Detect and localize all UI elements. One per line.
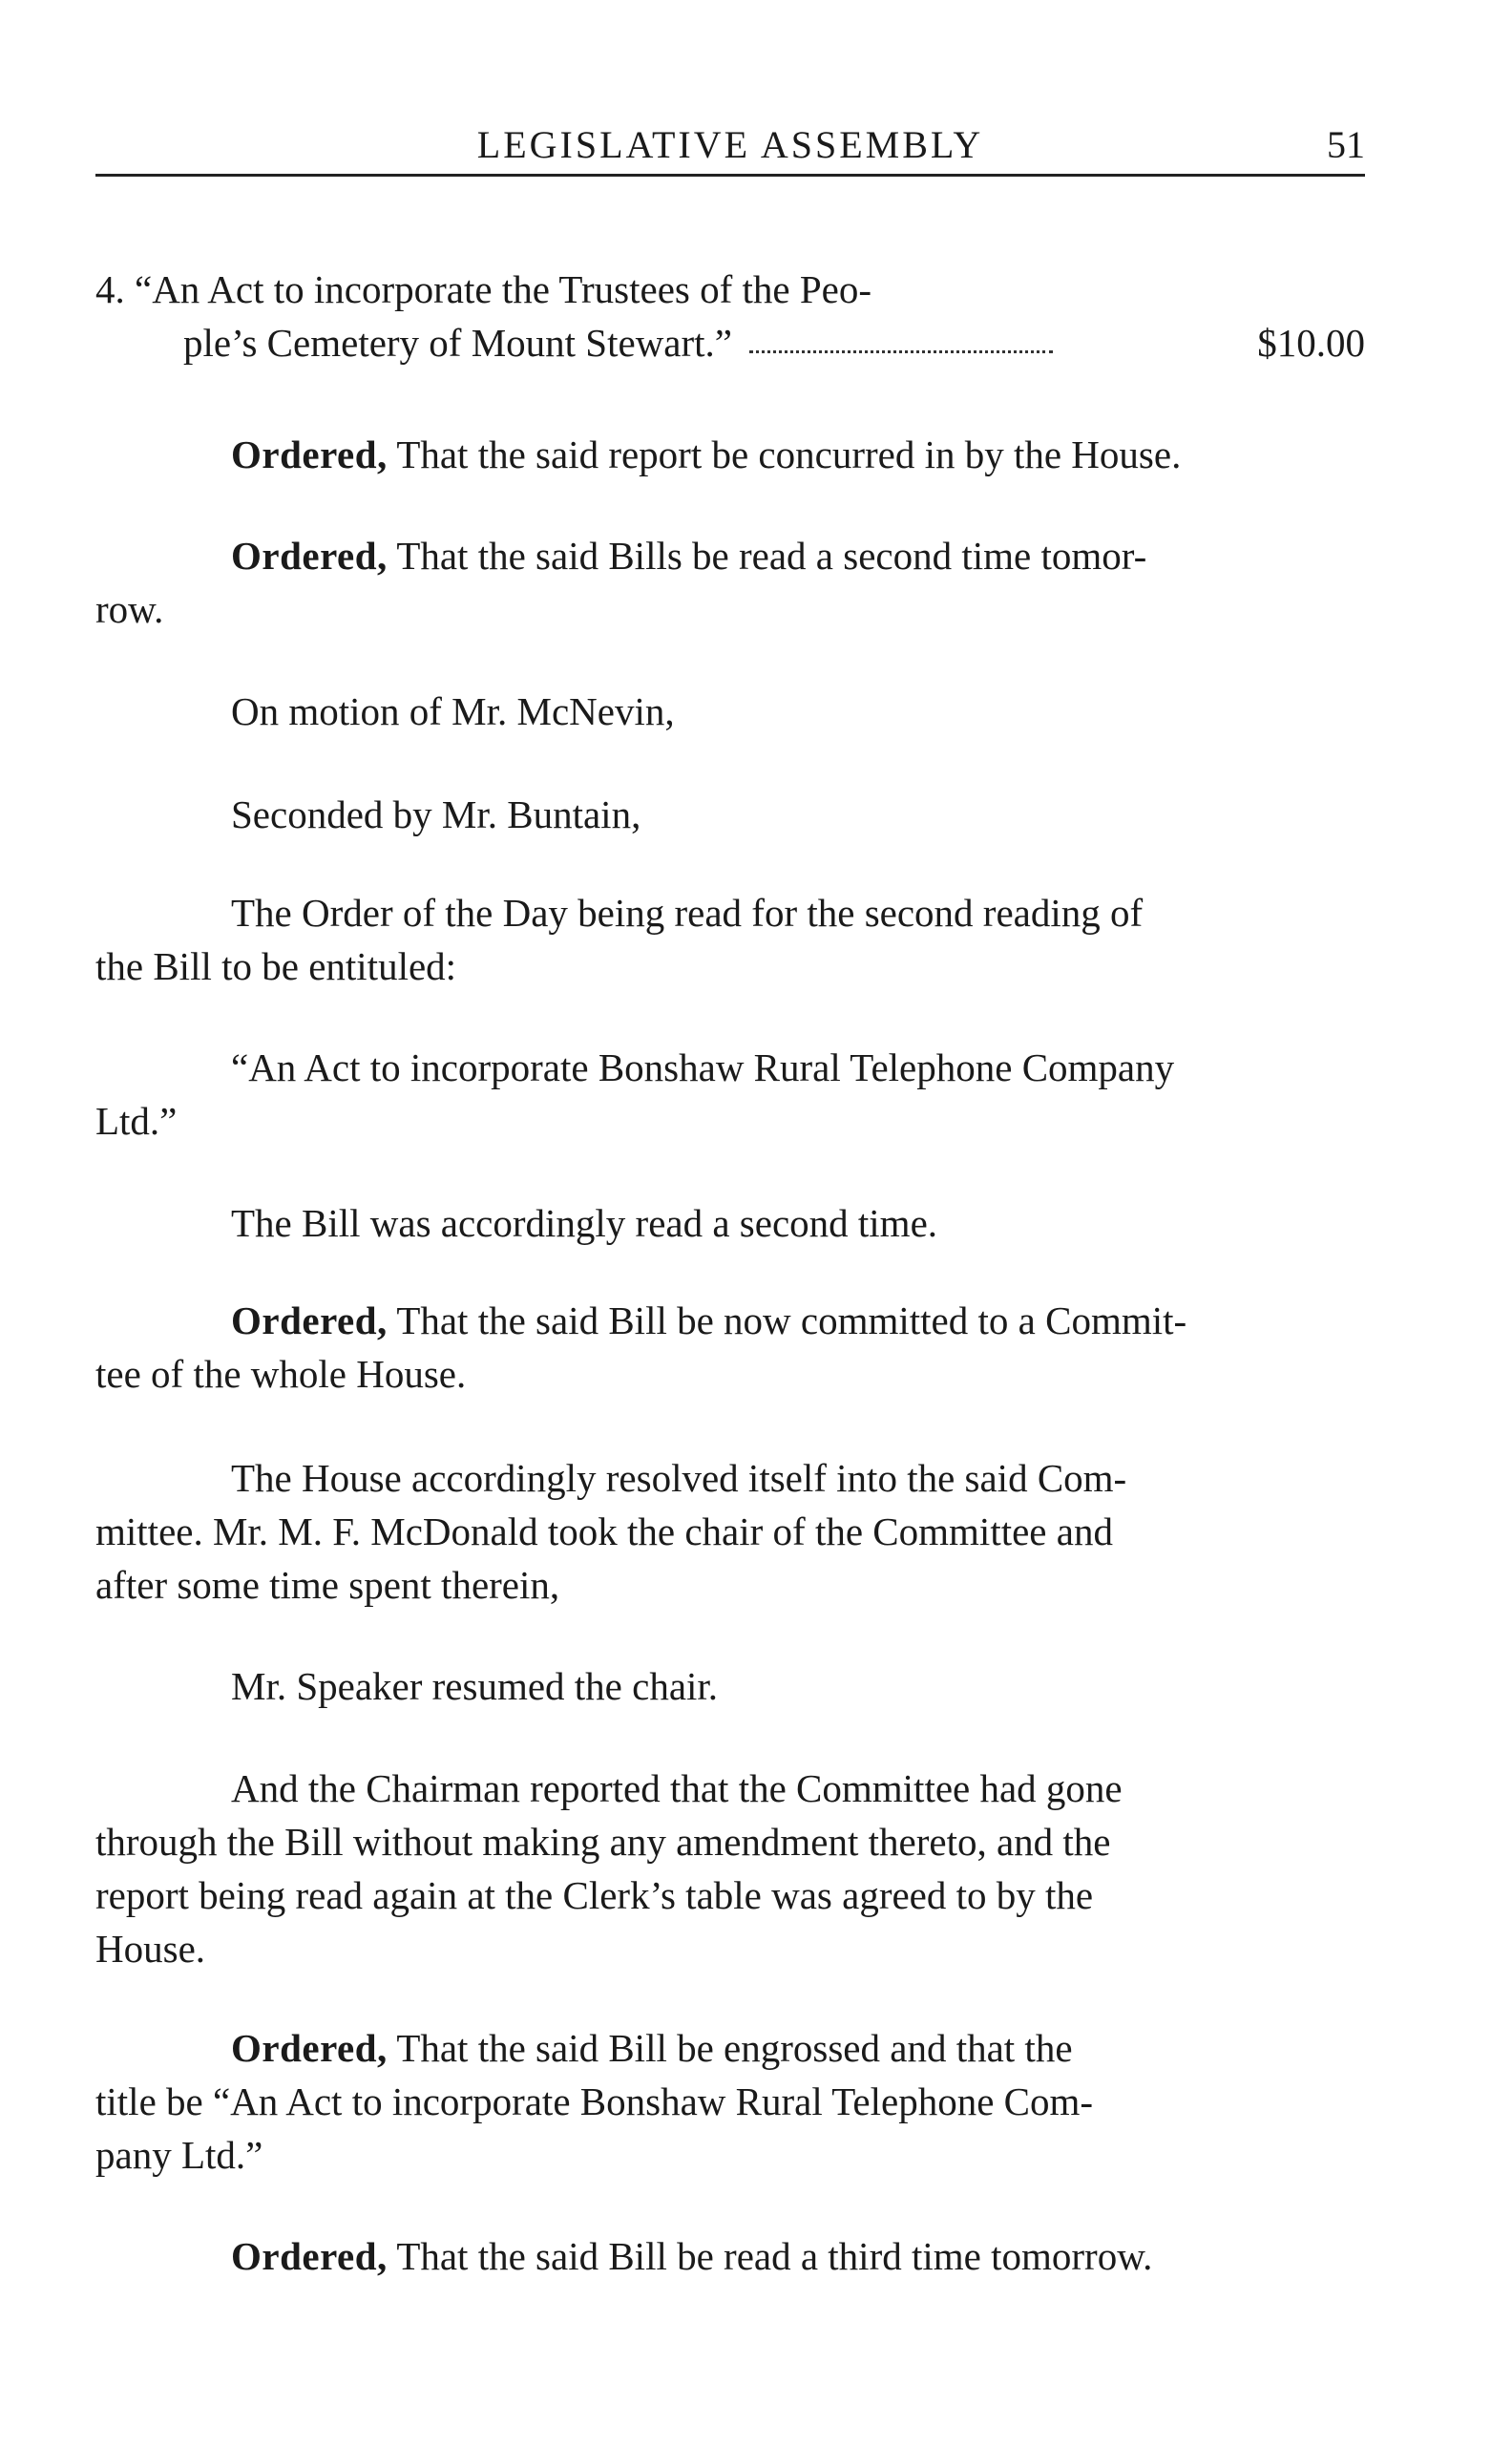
order-of-day-paragraph: The Order of the Day being read for the second reading of the Bill to be entituled: bbox=[95, 891, 1144, 988]
ordered-paragraph-5: Ordered, That the said Bill be read a third time tomorrow. bbox=[231, 2234, 1153, 2278]
ordered-paragraph-4: Ordered, That the said Bill be engrossed and that the title be “An Act to incorporate Bonshaw Rural Telephone Com- pany Ltd.” bbox=[95, 2026, 1094, 2177]
seconded-paragraph: Seconded by Mr. Buntain, bbox=[231, 792, 641, 836]
ordered-paragraph-2: Ordered, That the said Bills be read a second time tomor- row. bbox=[95, 534, 1147, 631]
ordered-paragraph-1: Ordered, That the said report be concurred in by the House. bbox=[231, 433, 1182, 476]
motion-paragraph: On motion of Mr. McNevin, bbox=[231, 689, 675, 733]
ordered-label: Ordered, bbox=[231, 2026, 388, 2070]
bill-item-line-1: 4. “An Act to incorporate the Trustees of the Peo- bbox=[95, 267, 872, 311]
committee-paragraph: The House accordingly resolved itself into the said Com- mittee. Mr. M. F. McDonald took the chair of the Committee and after some time spent therein, bbox=[95, 1456, 1127, 1607]
bill-item-4 bbox=[95, 263, 1365, 369]
second-reading-paragraph: The Bill was accordingly read a second time. bbox=[231, 1201, 938, 1245]
header-rule bbox=[95, 174, 1365, 177]
ordered-label: Ordered, bbox=[231, 534, 388, 578]
bill-item-line-2: ple’s Cemetery of Mount Stewart.” $10.00 bbox=[95, 316, 1365, 369]
page-number: 51 bbox=[1327, 123, 1365, 166]
ordered-label: Ordered, bbox=[231, 433, 388, 476]
bill-fee: $10.00 bbox=[1257, 321, 1365, 365]
header-title: LEGISLATIVE ASSEMBLY bbox=[476, 123, 984, 166]
item-number: 4. bbox=[95, 267, 125, 311]
chairman-report-paragraph: And the Chairman reported that the Committee had gone through the Bill without making any amendment thereto, and the report being read again at the Clerk’s table was agreed to by the House. bbox=[95, 1766, 1123, 1971]
running-header bbox=[95, 115, 1365, 172]
bill-title-paragraph: “An Act to incorporate Bonshaw Rural Telephone Company Ltd.” bbox=[95, 1045, 1175, 1143]
ordered-label: Ordered, bbox=[231, 1298, 388, 1342]
ordered-paragraph-3: Ordered, That the said Bill be now committed to a Commit- tee of the whole House. bbox=[95, 1298, 1187, 1396]
dot-leader bbox=[749, 341, 1053, 353]
speaker-paragraph: Mr. Speaker resumed the chair. bbox=[231, 1664, 719, 1708]
ordered-label: Ordered, bbox=[231, 2234, 388, 2278]
